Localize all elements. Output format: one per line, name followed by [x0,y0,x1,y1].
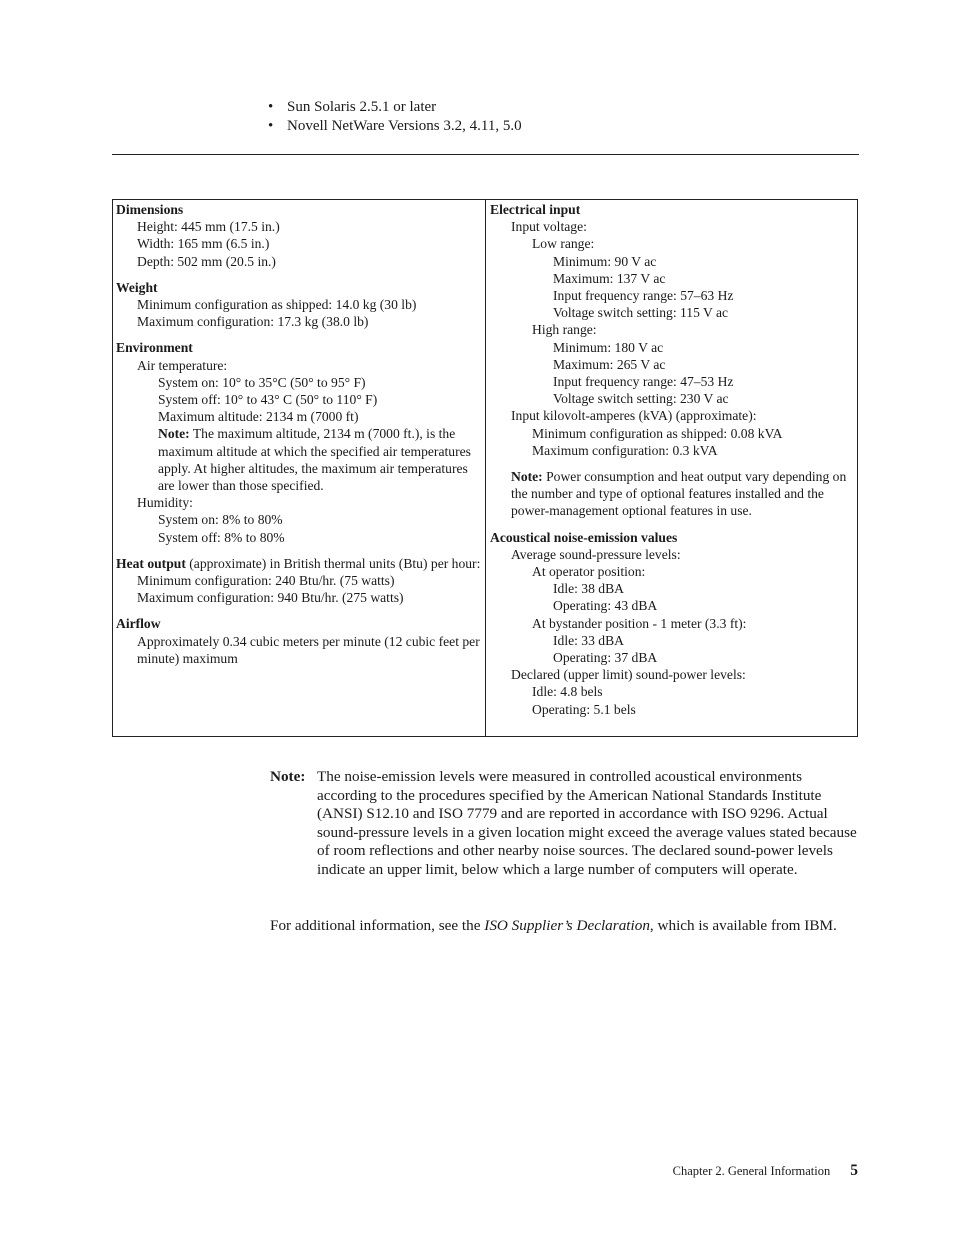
specifications-right-column [486,200,857,736]
humidity-off: System off: 8% to 80% [158,529,285,545]
list-item: • Sun Solaris 2.5.1 or later [268,98,522,117]
noise-emission-note [270,768,860,880]
low-range-min: Minimum: 90 V ac [553,253,657,269]
system-off-temp: System off: 10° to 43° C (50° to 110° F) [158,392,378,408]
humidity-on: System on: 8% to 80% [158,512,283,528]
low-range-switch: Voltage switch setting: 115 V ac [553,305,729,321]
humidity-label: Humidity: [137,495,193,511]
list-item: • Novell NetWare Versions 3.2, 4.11, 5.0 [268,117,522,136]
low-range-frequency: Input frequency range: 57–63 Hz [553,288,734,304]
altitude-note [116,425,481,494]
operator-idle: Idle: 38 dBA [553,581,624,597]
weight-heading: Weight [116,279,158,295]
additional-info-paragraph [270,917,860,936]
airflow-spec: Approximately 0.34 cubic meters per minute (12 cubic feet per minute) maximum [137,633,480,666]
high-range-label: High range: [532,322,597,338]
height-spec: Height: 445 mm (17.5 in.) [137,219,280,235]
operator-operating: Operating: 43 dBA [553,598,658,614]
additional-info-text-end: , which is available from IBM. [649,917,837,934]
environment-heading: Environment [116,340,193,356]
kva-max: Maximum configuration: 0.3 kVA [532,442,718,458]
bystander-idle: Idle: 33 dBA [553,632,624,648]
airflow-heading: Airflow [116,616,161,632]
airflow-section [116,615,481,667]
high-range-max: Maximum: 265 V ac [553,356,666,372]
high-range-min: Minimum: 180 V ac [553,339,664,355]
air-temperature-label: Air temperature: [137,357,228,373]
declared-idle: Idle: 4.8 bels [532,684,603,700]
dimensions-heading: Dimensions [116,202,184,217]
note-label: Note: [270,768,306,785]
bystander-position-label: At bystander position - 1 meter (3.3 ft): [532,615,747,631]
dimensions-section [116,201,481,270]
specifications-left-column [113,200,486,736]
page-footer [673,1162,858,1180]
acoustical-section [490,529,853,718]
high-range-switch: Voltage switch setting: 230 V ac [553,391,729,407]
average-sound-pressure-label: Average sound-pressure levels: [511,546,681,562]
note-text: The noise-emission levels were measured in controlled acoustical environments according to the procedures specified by the American National Standards Institute (ANSI) S12.10 and ISO 7779 and are reported in accordance with ISO 9296. Actual sound-pressure levels in a given location might exceed the average values stated because of room reflections and other nearby noise sources. The declared sound-power levels indicate an upper limit, below which a large number of computers will operate. [317,768,857,878]
depth-spec: Depth: 502 mm (20.5 in.) [137,253,276,269]
system-on-temp: System on: 10° to 35°C (50° to 95° F) [158,374,366,390]
max-altitude: Maximum altitude: 2134 m (7000 ft) [158,409,359,425]
width-spec: Width: 165 mm (6.5 in.) [137,236,270,252]
kva-min: Minimum configuration as shipped: 0.08 kVA [532,425,783,441]
acoustical-heading: Acoustical noise-emission values [490,529,678,545]
heat-output-title: Heat output [116,555,186,571]
horizontal-divider [112,154,859,155]
heat-output-section [116,555,481,607]
note-text: Power consumption and heat output vary depending on the number and type of optional features installed and the power-management optional features in use. [511,469,847,519]
bystander-operating: Operating: 37 dBA [553,650,658,666]
kva-label: Input kilovolt-amperes (kVA) (approximate): [511,408,757,424]
low-range-label: Low range: [532,236,595,252]
low-range-max: Maximum: 137 V ac [553,270,666,286]
os-support-list [268,98,522,135]
page-number: 5 [850,1162,858,1179]
operator-position-label: At operator position: [532,564,646,580]
note-label: Note: [511,469,543,485]
additional-info-text: For additional information, see the [270,917,485,934]
high-range-frequency: Input frequency range: 47–53 Hz [553,374,734,390]
electrical-input-heading: Electrical input [490,202,581,217]
heat-output-desc: (approximate) in British thermal units (Btu) per hour: [189,555,481,571]
specifications-table [112,199,858,737]
declared-sound-power-label: Declared (upper limit) sound-power levels: [511,667,746,683]
weight-min-spec: Minimum configuration as shipped: 14.0 kg (30 lb) [137,297,417,313]
weight-section [116,279,481,331]
chapter-title: Chapter 2. General Information [672,1164,831,1178]
weight-max-spec: Maximum configuration: 17.3 kg (38.0 lb) [137,314,369,330]
heat-output-heading [116,555,481,572]
heat-max-spec: Maximum configuration: 940 Btu/hr. (275 watts) [137,590,404,606]
note-text: The maximum altitude, 2134 m (7000 ft.), is the maximum altitude at which the specified air temperatures apply. At higher altitudes, the maximum air temperatures are lower than those specified. [158,426,471,494]
heat-min-spec: Minimum configuration: 240 Btu/hr. (75 watts) [137,573,395,589]
environment-section [116,339,481,545]
note-label: Note: [158,426,190,442]
power-note [490,468,853,520]
electrical-input-section [490,201,853,520]
declared-operating: Operating: 5.1 bels [532,701,636,717]
iso-declaration-title: ISO Supplier’s Declaration [484,917,650,934]
input-voltage-label: Input voltage: [511,219,587,235]
